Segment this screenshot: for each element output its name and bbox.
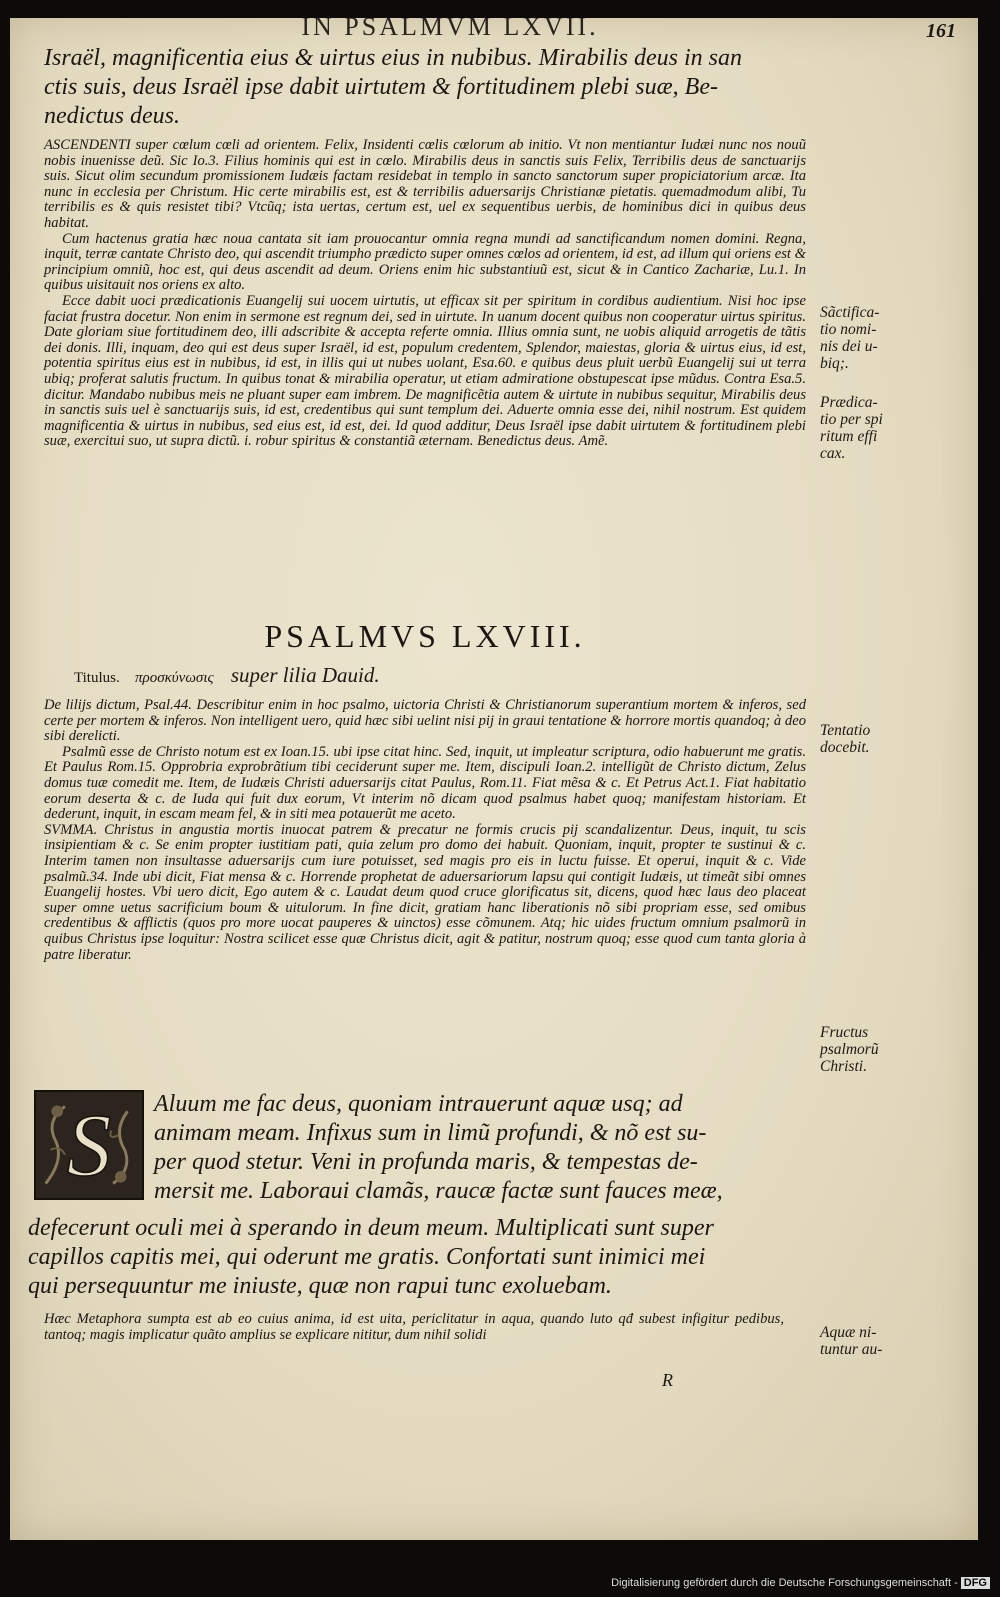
commentary-paragraph: Cum hactenus gratia hæc noua cantata sit iam prouocantur omnia regna mundi ad sanctificandum nomen domini. Regna, inquit, terræ cantate Christo deo, qui ascendit triumpho prædicto super omnes cœlos ad orientem, id est, ad illum qui oriens est & principium omniũ, hoc est, qui deus ascendit ad deum. Oriens enim hic substantiuũ est, sicut & in Cantico Zachariæ, Lu.1. In quibus uisitauit nos oriens ex alto. (44, 230, 806, 294)
margin-line: psalmorũ (820, 1041, 879, 1058)
signature-mark: R (662, 1370, 673, 1390)
decorated-initial-s (34, 1090, 144, 1200)
commentary-paragraph: Ecce dabit uoci prædicationis Euangelij sui uocem uirtutis, ut efficax sit per spiritum in cordibus audientium. Nisi hoc ipse faciat frustra docetur. Non enim in sermone est regnum dei, sed in uirtute. In uanum docent quibus non cooperatur uirtus spiritus. Date gloriam siue fortitudinem deo, illi adscribite & accepta referte omnia. Illius omnia sunt, ne uobis aliquid arrogetis de tãtis dei donis. Illi, inquam, deo qui est deus super Israël, id est, populum credentem, Splendor, maiestas, gloria & uirtus eius, id est, potentia spiritus eius est in nubibus, id est, in illis qui ut nubes uolant, Esa.60. e quibus deus pluit uerbũ Euangelij sui ut terra ubiq; proferat salutis fructum. In quibus tonat & mirabilia operatur, ut etiam admiratione obstupescat ipse mũdus. Contra Esa.5. dicitur. Mandabo nubibus meis ne pluant super eam imbrem. De magnificẽtia autem & uirtute in nubibus sequitur, Mirabilis deus in sanctis suis uel è sanctuarijs suis, id est, credentibus qui sunt templum dei. Aduerte omnia esse dei, nihil nostrum. Est quidem magnificentia & uirtus in nubibus, sed eius est, id est, dei. Id quod additur, Deus Israël ipse dabit uirtutem & fortitudinem plebi suæ, exercitui suo, ut supra dictũ. i. robur spiritus & constantiã æternam. Benedictus deus. Amẽ. (44, 292, 806, 450)
initial-ornament (36, 1092, 142, 1198)
margin-note-aquae (820, 1324, 970, 1358)
commentary-paragraph: ASCENDENTI super cœlum cœli ad orientem. Felix, Insidenti cœlis cœlorum ab initio. Vt non mentiantur Iudæi nunc nos nouũ nobis inuenisse deũ. Sic Io.3. Filius hominis qui est in cœlo. Mirabilis deus in sanctis suis Felix, Terribilis deus de sanctuarijs suis. Sicut olim secundum promissionem Iudæis factam residebat in templo in sancto sanctorum super propiciatorium arcæ. Ita nunc in ecclesia per Christum. Hic certe mirabilis est, est & terribilis aduersarijs Christianæ pietatis. quemadmodum alibi, Tu terribilis es & quis resistet tibi? Vtcũq; ista uertas, certum est, uel ex sequentibus uerbis, de hominibus dici in quibus deus habitat. (44, 137, 806, 231)
psalm67-close (44, 44, 806, 131)
psalm-line: animam meam. Infixus sum in limũ profundi, & nõ est su- (154, 1120, 707, 1146)
folio-number: 161 (926, 20, 956, 42)
book-page (10, 18, 978, 1540)
commentary-paragraph: SVMMA. Christus in angustia mortis inuocat patrem & precatur ne formis crucis pij scandalizentur. Deus, inquit, tu scis insipientiam & c. Se enim propter iustitiam pati, quia zelum pro domo dei habuit. Quoniam, inquit, propter te sustinui & c. Interim tamen non insultasse aduersarijs cum iure potuisset, sed magis pro eis in luctu fuisse. Et operui, inquit & c. Vide psalmũ.34. Inde ubi dicit, Fiat mensa & c. Horrende prophetat de aduersariorum lapsu qui contigit Iudæis, ut timeãt sibi omnes Euangelij hostes. Vbi uero dicit, Ego autem & c. Laudat deum quod cruce glorificatus sit, dicens, quod hæc laus deo placeat super omne uetus sacrificium boum & uitulorum. In fine dicit, gratiam hanc liberationis nõ sibi propriam esse, sed omibus credentibus & afflictis (quos pro more uocat pauperes & uinctos) esse cõmunem. Atq; hic uides fructum omnium psalmorũ in quibus Christus ipse loquitur: Nostra scilicet esse quæ Christus dicit, agit & patitur, nostrum quoq; esse quod cum tanta gloria à patre liberatur. (44, 821, 806, 963)
margin-note-praedicatio (820, 394, 970, 462)
margin-note-tentatio (820, 722, 970, 756)
margin-note-sanctificatio (820, 304, 970, 372)
commentary-block-1 (44, 138, 806, 450)
titulus-text: super lilia Dauid. (230, 663, 380, 687)
psalm-line: defecerunt oculi mei à sperando in deum meum. Multiplicati sunt super (28, 1215, 714, 1241)
commentary-paragraph: Hæc Metaphora sumpta est ab eo cuius anima, id est uita, periclitatur in aqua, quando luto qđ subest infigitur pedibus, tantoq; magis implicatur quãto amplius se explicare nititur, dum nihil solidi (44, 1311, 784, 1343)
margin-line: cax. (820, 445, 846, 462)
titulus-line (74, 663, 806, 688)
psalm-line: Israël, magnificentia eius & uirtus eius in nubibus. Mirabilis deus in san (44, 45, 742, 71)
psalm-line: nedictus deus. (44, 103, 180, 129)
credit-text: Digitalisierung gefördert durch die Deutsche Forschungsgemeinschaft - (611, 1577, 958, 1589)
margin-line: Aquæ ni- (820, 1324, 877, 1341)
margin-line: Fructus (820, 1024, 869, 1041)
margin-line: biq;. (820, 355, 849, 372)
margin-line: Christi. (820, 1058, 867, 1075)
commentary-block-2 (44, 698, 806, 963)
commentary-block-3 (44, 1312, 784, 1343)
psalm68-heading (44, 614, 806, 688)
psalm-line: mersit me. Laboraui clamãs, raucæ factæ sunt fauces meæ, (154, 1178, 723, 1204)
margin-line: nis dei u- (820, 338, 878, 355)
margin-line: Sãctifica- (820, 304, 880, 321)
dfg-badge: DFG (961, 1577, 990, 1589)
psalm-line: per quod stetur. Veni in profunda maris, & tempestas de- (154, 1149, 698, 1175)
margin-note-fructus (820, 1024, 970, 1075)
psalm-line: Aluum me fac deus, quoniam intrauerunt aquæ usq; ad (154, 1091, 683, 1117)
running-head: IN PSALMVM LXVII. (301, 18, 599, 41)
margin-line: tio per spi (820, 411, 883, 428)
margin-line: ritum effi (820, 428, 878, 445)
margin-line: docebit. (820, 739, 870, 756)
psalm-line: qui persequuntur me iniuste, quæ non rapui tunc exoluebam. (28, 1273, 612, 1299)
psalm68-continued (28, 1214, 794, 1301)
commentary-paragraph: De lilijs dictum, Psal.44. Describitur enim in hoc psalmo, uictoria Christi & Christianorum superantium mortem & inferos, sed certe per mortem & inferos. Non intelligent uero, quid hæc sibi uelint nisi pij in graui tentatione & horrore mortis quandoq; à deo sibi derelicti. (44, 697, 806, 745)
margin-line: tio nomi- (820, 321, 877, 338)
margin-line: tuntur au- (820, 1341, 883, 1358)
psalm68-opening (154, 1090, 794, 1206)
margin-line: Tentatio (820, 722, 871, 739)
margin-line: Prædica- (820, 394, 878, 411)
psalm-line: ctis suis, deus Israël ipse dabit uirtutem & fortitudinem plebi suæ, Be- (44, 74, 718, 100)
psalm-title: PSALMVS LXVIII. (264, 618, 586, 654)
commentary-paragraph: Psalmũ esse de Christo notum est ex Ioan.15. ubi ipse citat hinc. Sed, inquit, ut impleatur scriptura, odio habuerunt me gratis. Et Paulus Rom.15. Opprobria exprobrãtium tibi ceciderunt super me. Item, discipuli Ioan.2. intelligũt de Christo dictum, Zelus domus tuæ comedit me. Item, de Iudæis Christi aduersarijs citat Paulus, Rom.11. Fiat mẽsa & c. Et Petrus Act.1. Fiat habitatio eorum deserta & c. de Iuda qui fuit dux eorum, Vt interim nõ dicam quod psalmus habet quoq; manifestam historiam. Et dederunt, inquit, in escam meam fel, & in siti mea potauerũt me aceto. (44, 743, 806, 823)
titulus-greek: προσκύνωσις (134, 670, 214, 686)
digitization-credit (611, 1577, 990, 1589)
titulus-label: Titulus. (74, 670, 120, 686)
psalm-line: capillos capitis mei, qui oderunt me gratis. Confortati sunt inimici mei (28, 1244, 706, 1270)
initial-letter: S (66, 1096, 112, 1195)
